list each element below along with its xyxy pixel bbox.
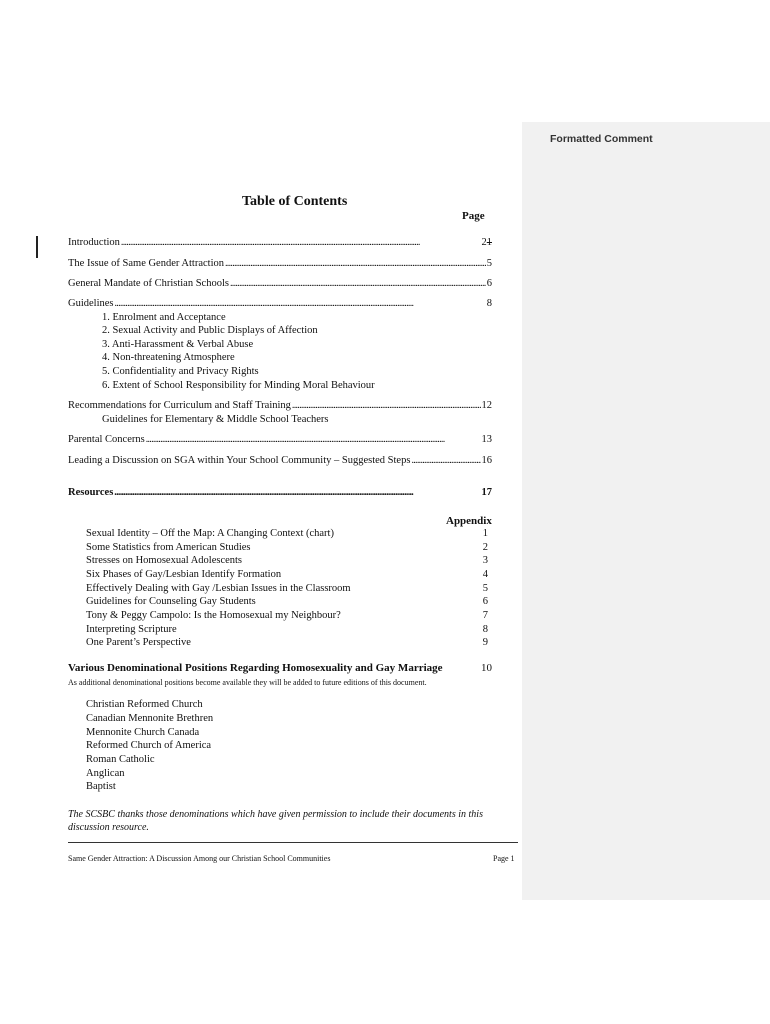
toc-entry-general-mandate[interactable]	[68, 278, 492, 292]
appendix-number: 6	[482, 596, 488, 607]
appendix-number: 5	[482, 583, 488, 594]
appendix-heading: Appendix	[446, 515, 492, 527]
dot-leader	[225, 258, 486, 269]
denomination-item: Roman Catholic	[86, 754, 155, 765]
dot-leader	[114, 487, 480, 498]
page-column-heading: Page	[462, 210, 485, 222]
dot-leader	[230, 278, 486, 289]
toc-entry-page: 16	[481, 455, 492, 466]
appendix-number: 7	[482, 610, 488, 621]
toc-entry-title: Guidelines	[68, 298, 114, 309]
appendix-item: Sexual Identity – Off the Map: A Changing Context (chart)	[86, 528, 334, 539]
toc-entry-page: 6	[486, 278, 492, 289]
denomination-item: Reformed Church of America	[86, 740, 212, 751]
toc-entry-page: 5	[486, 258, 492, 269]
appendix-item: Some Statistics from American Studies	[86, 542, 251, 553]
toc-entry-title: Resources	[68, 487, 114, 498]
guidelines-subitem: 1. Enrolment and Acceptance	[102, 312, 226, 323]
appendix-item: Six Phases of Gay/Lesbian Identify Formation	[86, 569, 282, 580]
appendix-number: 9	[482, 637, 488, 648]
appendix-item: One Parent’s Perspective	[86, 637, 191, 648]
guidelines-subitem: 5. Confidentiality and Privacy Rights	[102, 366, 259, 377]
appendix-number: 8	[482, 624, 488, 635]
appendix-item: Guidelines for Counseling Gay Students	[86, 596, 256, 607]
appendix-number: 3	[482, 555, 488, 566]
appendix-item: Interpreting Scripture	[86, 624, 177, 635]
guidelines-subitem: 3. Anti-Harassment & Verbal Abuse	[102, 339, 254, 350]
toc-entry-title: Introduction	[68, 237, 120, 248]
denominations-heading: Various Denominational Positions Regarding Homosexuality and Gay Marriage	[68, 662, 443, 674]
toc-entry-page-new: 2	[481, 237, 487, 248]
comment-pane[interactable]	[522, 122, 770, 900]
dot-leader	[115, 298, 486, 309]
text-cursor	[36, 236, 38, 258]
comment-pane-title: Formatted Comment	[550, 133, 653, 145]
guidelines-subitem: 6. Extent of School Responsibility for Minding Moral Behaviour	[102, 380, 375, 391]
toc-entry-page: 13	[481, 434, 492, 445]
toc-entry-resources[interactable]	[68, 487, 492, 501]
thanks-note: The SCSBC thanks those denominations which have given permission to include their documents in this discussion resource.	[68, 809, 483, 833]
footer-title: Same Gender Attraction: A Discussion Among our Christian School Communities	[68, 854, 331, 863]
toc-entry-title: The Issue of Same Gender Attraction	[68, 258, 224, 269]
toc-entry-recommendations[interactable]	[68, 400, 492, 414]
toc-entry-page: 17	[481, 487, 492, 498]
toc-entry-title: Parental Concerns	[68, 434, 145, 445]
toc-entry-introduction[interactable]	[68, 237, 492, 251]
toc-entry-title: Leading a Discussion on SGA within Your School Community – Suggested Steps	[68, 455, 411, 466]
recommendations-subitem: Guidelines for Elementary & Middle School Teachers	[102, 414, 329, 425]
denomination-item: Canadian Mennonite Brethren	[86, 713, 214, 724]
toc-entry-guidelines[interactable]	[68, 298, 492, 312]
denominations-number: 10	[481, 662, 492, 674]
toc-entry-title: General Mandate of Christian Schools	[68, 278, 229, 289]
appendix-number: 2	[482, 542, 488, 553]
appendix-number: 1	[482, 528, 488, 539]
guidelines-subitem: 4. Non-threatening Atmosphere	[102, 352, 235, 363]
toc-entry-title: Recommendations for Curriculum and Staff Training	[68, 400, 291, 411]
appendix-item: Effectively Dealing with Gay /Lesbian Issues in the Classroom	[86, 583, 351, 594]
denomination-item: Christian Reformed Church	[86, 699, 203, 710]
toc-entry-parental-concerns[interactable]	[68, 434, 492, 448]
toc-entry-page	[482, 237, 493, 248]
dot-leader	[146, 434, 481, 445]
denomination-item: Anglican	[86, 768, 125, 779]
denomination-item: Baptist	[86, 781, 116, 792]
appendix-item: Stresses on Homosexual Adolescents	[86, 555, 243, 566]
dot-leader	[292, 400, 481, 411]
dot-leader	[121, 237, 481, 248]
footer-page-number: Page 1	[493, 854, 515, 863]
toc-entry-leading-discussion[interactable]	[68, 455, 492, 469]
toc-entry-page: 12	[481, 400, 492, 411]
footer-rule	[68, 842, 518, 843]
toc-title: Table of Contents	[242, 194, 348, 209]
denominations-note: As additional denominational positions become available they will be added to future editions of this document.	[68, 678, 427, 687]
appendix-number: 4	[482, 569, 488, 580]
toc-entry-page-deleted: 1	[486, 237, 492, 248]
dot-leader	[411, 455, 480, 466]
toc-entry-page: 8	[486, 298, 492, 309]
denomination-item: Mennonite Church Canada	[86, 727, 200, 738]
toc-entry-same-gender-attraction[interactable]	[68, 258, 492, 272]
appendix-item: Tony & Peggy Campolo: Is the Homosexual my Neighbour?	[86, 610, 341, 621]
guidelines-subitem: 2. Sexual Activity and Public Displays of Affection	[102, 325, 318, 336]
